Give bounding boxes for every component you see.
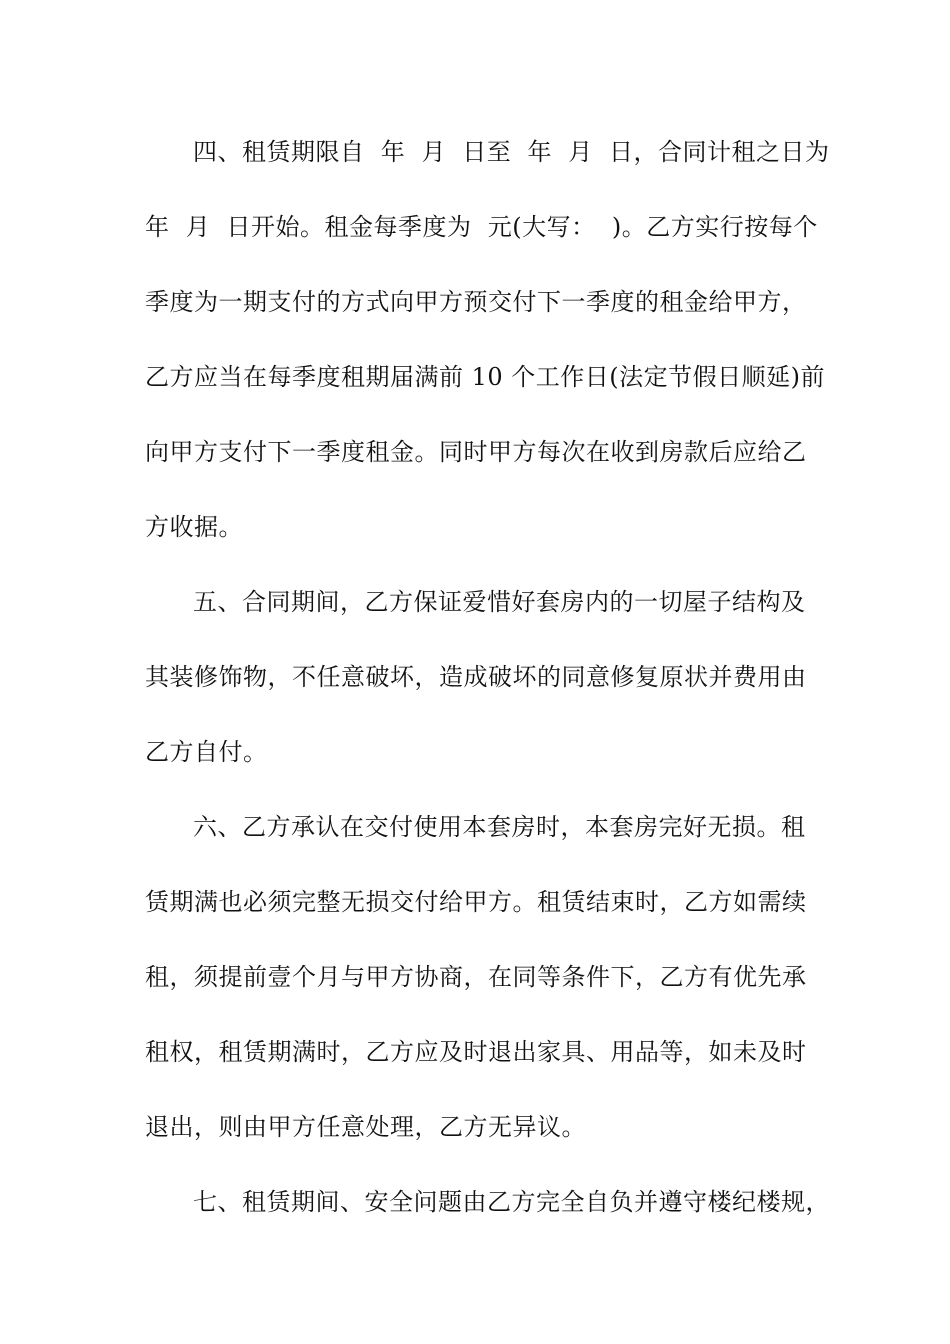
clause-6-line-4: 租权，租赁期满时，乙方应及时退出家具、用品等，如未及时 [145,1038,807,1066]
clause-5-line-3: 乙方自付。 [145,738,268,766]
clause-4-line-6: 方收据。 [145,513,243,541]
clause-4-line-1: 四、租赁期限自 年 月 日至 年 月 日，合同计租之日为 [193,138,830,166]
clause-4-line-2: 年 月 日开始。租金每季度为 元(大写： )。乙方实行按每个 [145,213,818,241]
clause-4-line-5: 向甲方支付下一季度租金。同时甲方每次在收到房款后应给乙 [145,438,807,466]
clause-5-line-1: 五、合同期间，乙方保证爱惜好套房内的一切屋子结构及 [193,588,806,616]
clause-6-line-2: 赁期满也必须完整无损交付给甲方。租赁结束时，乙方如需续 [145,888,807,916]
clause-6-line-1: 六、乙方承认在交付使用本套房时，本套房完好无损。租 [193,813,806,841]
clause-4-line-4: 乙方应当在每季度租期届满前 10 个工作日(法定节假日顺延)前 [145,363,826,391]
clause-7-line-1: 七、租赁期间、安全问题由乙方完全自负并遵守楼纪楼规， [193,1188,830,1216]
clause-5-line-2: 其装修饰物，不任意破坏，造成破坏的同意修复原状并费用由 [145,663,807,691]
clause-6-line-5: 退出，则由甲方任意处理，乙方无异议。 [145,1113,586,1141]
clause-6-line-3: 租，须提前壹个月与甲方协商，在同等条件下，乙方有优先承 [145,963,807,991]
clause-4-line-3: 季度为一期支付的方式向甲方预交付下一季度的租金给甲方， [145,288,807,316]
